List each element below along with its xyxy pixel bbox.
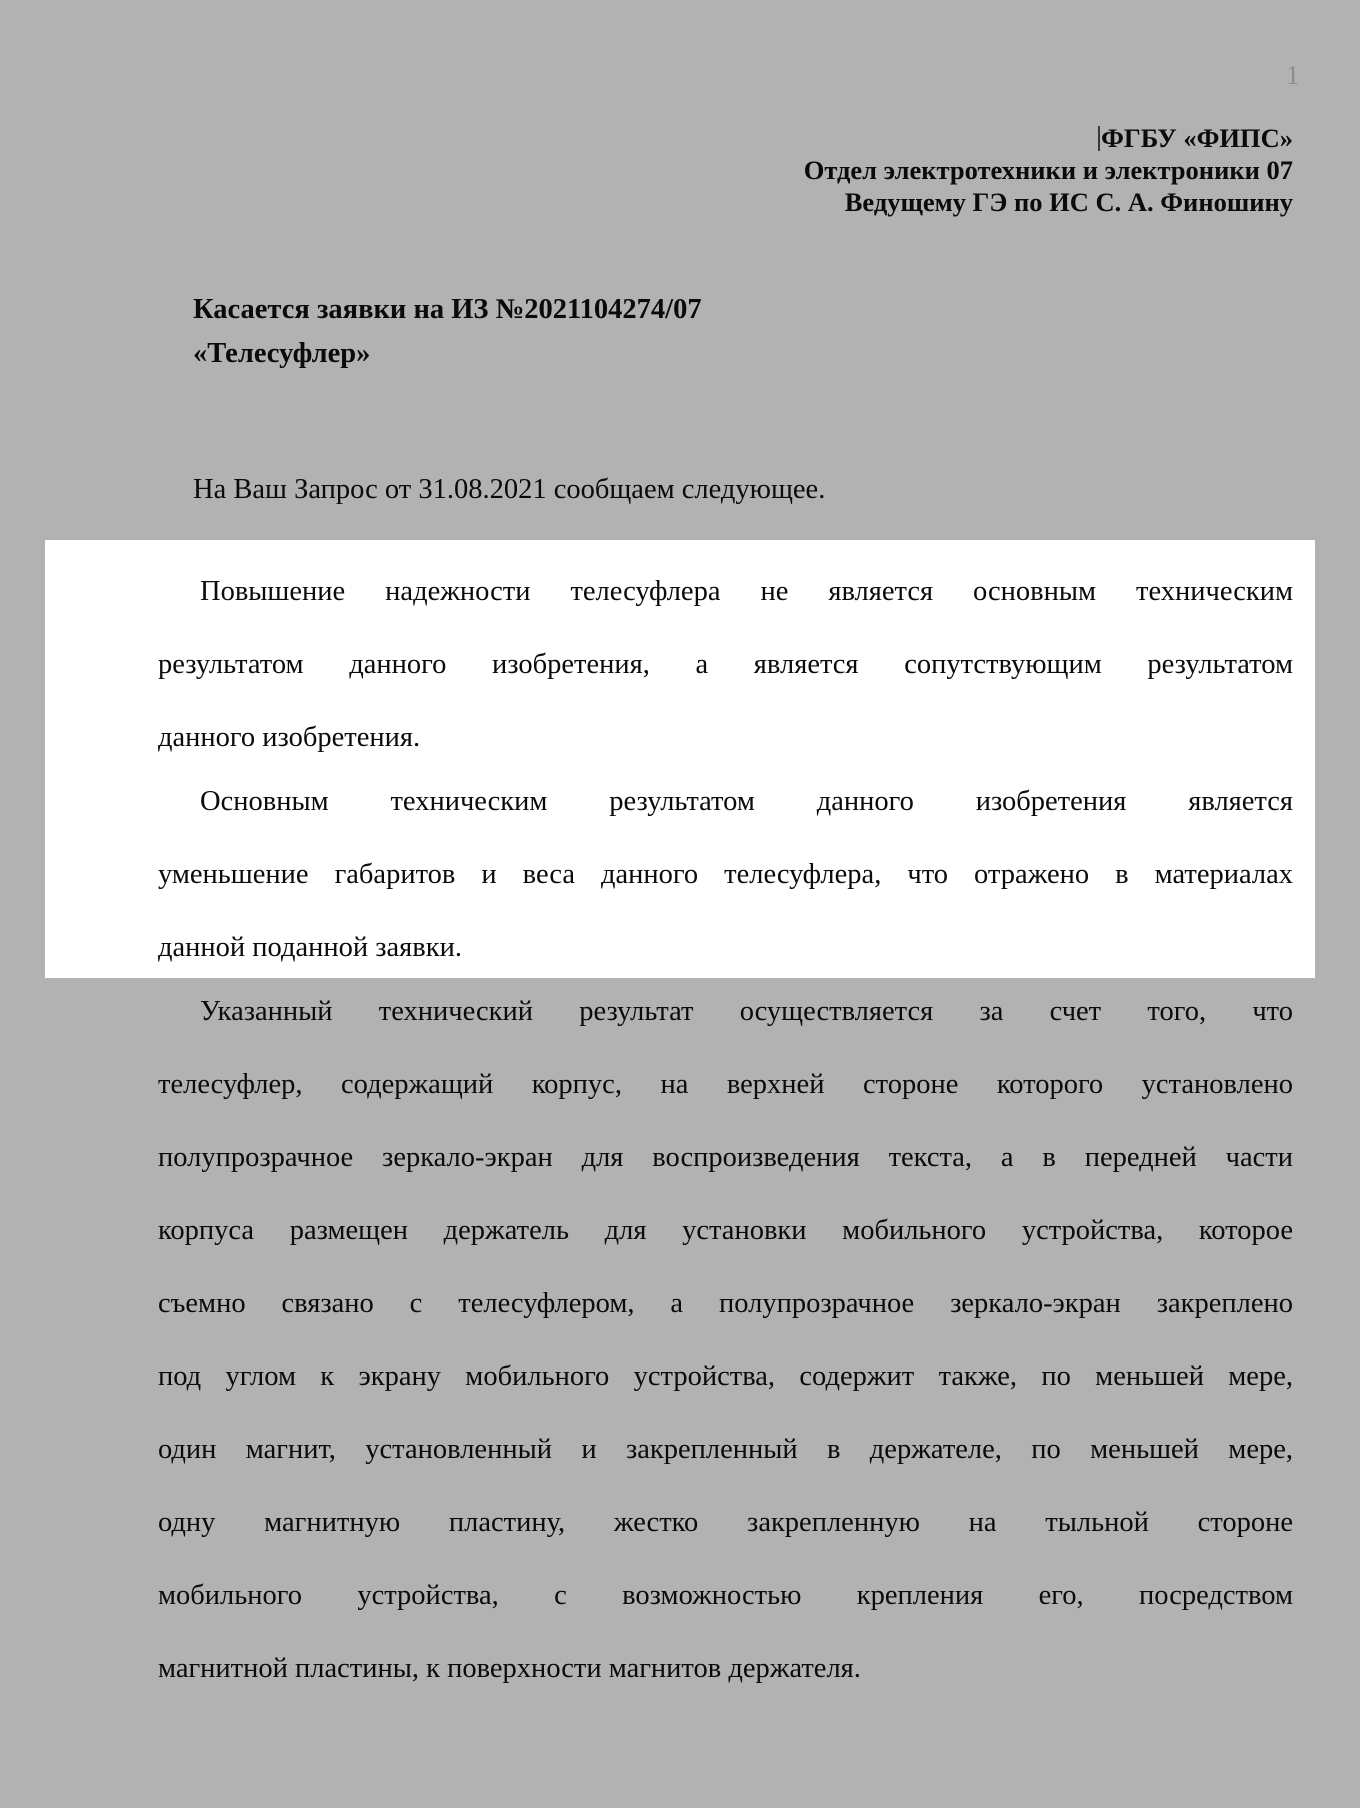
paragraph-line: данной поданной заявки.: [158, 932, 462, 963]
subject-application-line: Касается заявки на ИЗ №2021104274/07: [193, 294, 702, 325]
header-line-organization: [0, 122, 1293, 154]
paragraph-line: один магнит, установленный и закрепленный в держателе, по меньшей мере,: [158, 1434, 1293, 1465]
paragraph-line: уменьшение габаритов и веса данного телесуфлера, что отражено в материалах: [158, 859, 1293, 890]
subject-block: [193, 288, 1193, 376]
header-line-department: Отдел электротехники и электроники 07: [803, 155, 1293, 185]
paragraph-line: телесуфлер, содержащий корпус, на верхней стороне которого установлено: [158, 1069, 1293, 1100]
paragraph-line: под углом к экрану мобильного устройства, содержит также, по меньшей мере,: [158, 1361, 1293, 1392]
paragraph-body-1: [158, 975, 1293, 1705]
paragraph-line: съемно связано с телесуфлером, а полупрозрачное зеркало-экран закреплено: [158, 1288, 1293, 1319]
subject-title-line: «Телесуфлер»: [193, 338, 371, 369]
paragraph-line: Повышение надежности телесуфлера не является основным техническим: [200, 576, 1293, 607]
addressee-header: [0, 122, 1293, 218]
paragraph-line: Указанный технический результат осуществляется за счет того, что: [200, 996, 1293, 1027]
paragraph-line: магнитной пластины, к поверхности магнитов держателя.: [158, 1653, 861, 1684]
paragraph-highlighted-1: [158, 555, 1293, 774]
paragraph-line: мобильного устройства, с возможностью крепления его, посредством: [158, 1580, 1293, 1611]
paragraph-line: одну магнитную пластину, жестко закрепленную на тыльной стороне: [158, 1507, 1293, 1538]
header-organization-text: ФГБУ «ФИПС»: [1101, 123, 1293, 153]
page-number: 1: [1286, 60, 1300, 90]
paragraph-line: результатом данного изобретения, а является сопутствующим результатом: [158, 649, 1293, 680]
intro-paragraph: На Ваш Запрос от 31.08.2021 сообщаем следующее.: [193, 474, 826, 505]
text-caret: [1098, 126, 1100, 151]
paragraph-line: корпуса размещен держатель для установки мобильного устройства, которое: [158, 1215, 1293, 1246]
paragraph-highlighted-2: [158, 765, 1293, 984]
paragraph-line: полупрозрачное зеркало-экран для воспроизведения текста, а в передней части: [158, 1142, 1293, 1173]
header-line-recipient: Ведущему ГЭ по ИС С. А. Финошину: [844, 187, 1293, 217]
paragraph-line: данного изобретения.: [158, 722, 421, 753]
paragraph-line: Основным техническим результатом данного изобретения является: [200, 786, 1293, 817]
